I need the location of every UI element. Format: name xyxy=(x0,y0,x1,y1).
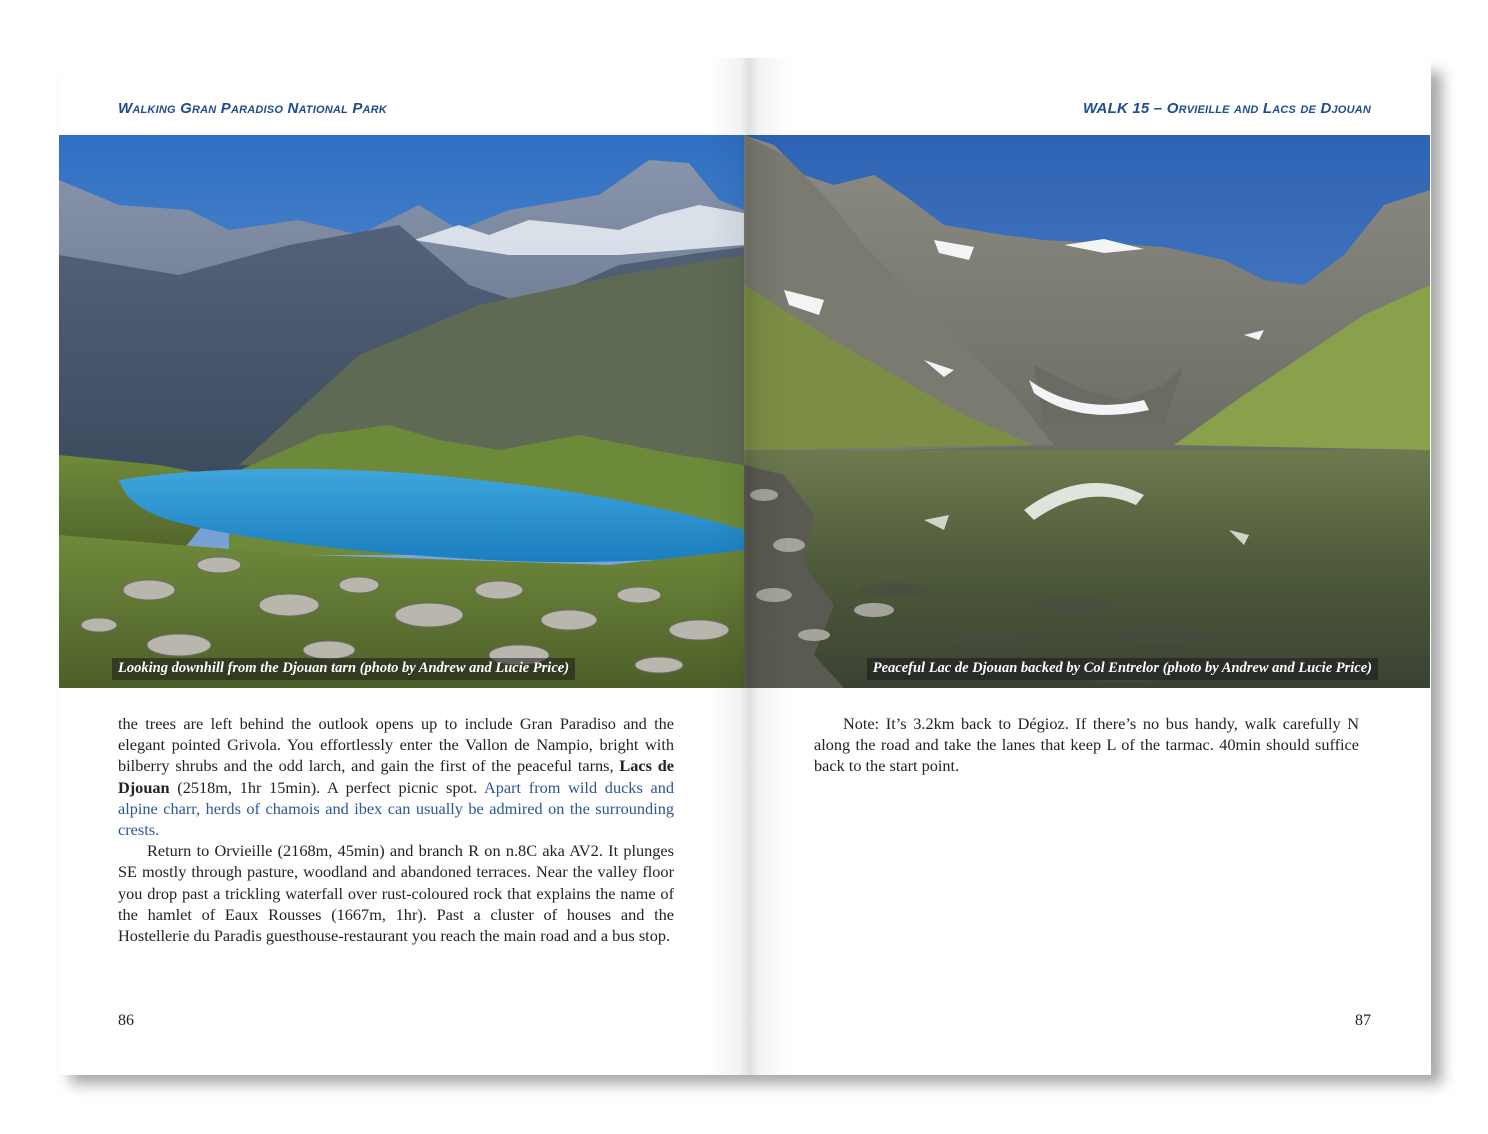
text-run: the trees are left behind the outlook opens up to include Gran Paradiso and the elegant pointed Grivola. You effortlessly enter the Vallon de Nampio, bright with bilberry shrubs and the odd larch, and gain the first of the peaceful tarns, xyxy=(118,714,674,776)
book-spread xyxy=(59,58,1431,1075)
left-page xyxy=(59,58,744,1075)
photo-caption-right: Peaceful Lac de Djouan backed by Col Entrelor (photo by Andrew and Lucie Price) xyxy=(867,658,1378,680)
paragraph: Note: It’s 3.2km back to Dégioz. If there’s no bus handy, walk carefully N along the road and take the lanes that keep L of the tarmac. 40min should suffice back to the start point. xyxy=(814,714,1359,776)
paragraph xyxy=(118,713,674,840)
highlighted-text: Apart from wild ducks and alpine charr, herds of chamois and ibex can usually be admired on the surrounding crests. xyxy=(118,777,675,840)
page-number-right: 87 xyxy=(1355,1012,1371,1029)
right-page xyxy=(744,58,1431,1075)
running-head-left: Walking Gran Paradiso National Park xyxy=(118,100,387,117)
body-text-left xyxy=(118,713,674,946)
text-run: (2518m, 1hr 15min). A perfect picnic spot. xyxy=(169,777,485,797)
running-head-right: WALK 15 – Orvieille and Lacs de Djouan xyxy=(1083,100,1371,117)
paragraph: Return to Orvieille (2168m, 45min) and branch R on n.8C aka AV2. It plunges SE mostly through pasture, woodland and abandoned terraces. Near the valley floor you drop past a trickling waterfall over rust-coloured rock that explains the name of the hamlet of Eaux Rousses (1667m, 1hr). Past a cluster of houses and the Hostellerie du Paradis guesthouse-restaurant you reach the main road and a bus stop. xyxy=(118,841,674,946)
place-name-bold: Lacs de Djouan xyxy=(118,756,674,797)
photo-caption-left: Looking downhill from the Djouan tarn (photo by Andrew and Lucie Price) xyxy=(112,658,575,680)
body-text-right xyxy=(814,713,1359,777)
landscape-photo-left xyxy=(59,135,744,688)
photo-lac-de-djouan xyxy=(744,135,1430,688)
landscape-photo-right xyxy=(744,135,1430,688)
photo-djouan-tarn xyxy=(59,135,744,688)
page-number-left: 86 xyxy=(118,1012,134,1029)
